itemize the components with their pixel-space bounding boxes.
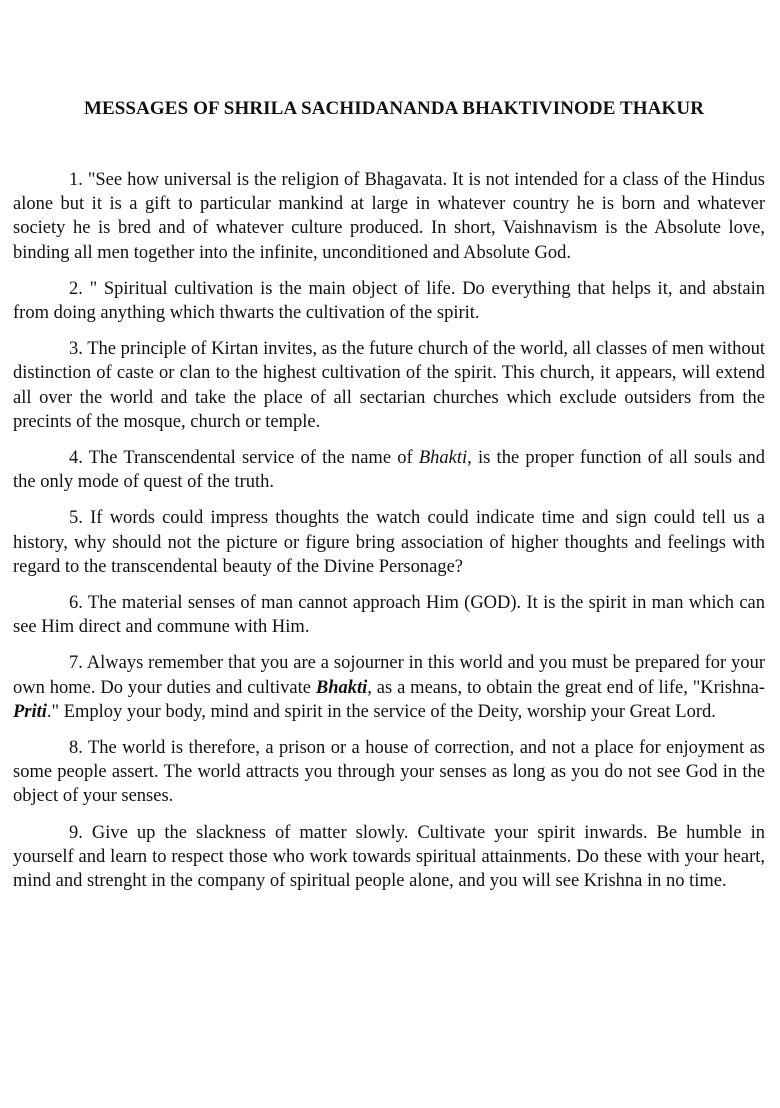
message-5: 5. If words could impress thoughts the watch could indicate time and sign could tell us a history, why should not the picture or figure bring association of higher thoughts and feelings with regard to the transcendental beauty of the Divine Personage? [13, 508, 765, 577]
message-7-text-end: ." Employ your body, mind and spirit in the service of the Deity, worship your Great Lord. [46, 701, 716, 722]
message-3: 3. The principle of Kirtan invites, as the future church of the world, all classes of men without distinction of caste or clan to the highest cultivation of the spirit. This church, it appears, will extend all over the world and take the place of all sectarian churches which exclude outsiders from the precints of the mosque, church or temple. [13, 339, 765, 432]
message-4 [13, 446, 765, 494]
message-7-emphasis-2: Priti [13, 701, 47, 722]
message-4-text-end: , is the proper function of all souls and the only mode of quest of the truth. [13, 448, 766, 493]
message-7-text-middle: , as a means, to obtain the great end of life, "Krishna- [367, 677, 765, 698]
document-page [13, 98, 765, 905]
message-1: 1. "See how universal is the religion of Bhagavata. It is not intended for a class of the Hindus alone but it is a gift to particular mankind at large in whatever country he is born and whatever society he is bred and of whatever culture produced. In short, Vaishnavism is the Absolute love, binding all men together into the infinite, unconditioned and Absolute God. [13, 170, 765, 263]
message-7-emphasis-1: Bhakti [315, 677, 368, 698]
message-2: 2. " Spiritual cultivation is the main object of life. Do everything that helps it, and abstain from doing anything which thwarts the cultivation of the spirit. [13, 278, 765, 324]
message-7 [13, 651, 765, 724]
page-title: MESSAGES OF SHRILA SACHIDANANDA BHAKTIVINODE THAKUR [83, 98, 705, 119]
message-9: 9. Give up the slackness of matter slowly. Cultivate your spirit inwards. Be humble in yourself and learn to respect those who work towards spiritual attainments. Do these with your heart, mind and strenght in the company of spiritual people alone, and you will see Krishna in no time. [13, 822, 765, 892]
message-4-emphasis: Bhakti [418, 448, 468, 469]
message-7-text-start: 7. Always remember that you are a sojourner in this world and you must be prepared for your own home. Do your duties and cultivate [13, 653, 765, 698]
message-8: 8. The world is therefore, a prison or a house of correction, and not a place for enjoyment as some people assert. The world attracts you through your senses as long as you do not see God in the object of your senses. [13, 738, 765, 807]
message-6: 6. The material senses of man cannot approach Him (GOD). It is the spirit in man which can see Him direct and commune with Him. [13, 593, 765, 638]
message-4-text-start: 4. The Transcendental service of the name of [69, 448, 419, 469]
